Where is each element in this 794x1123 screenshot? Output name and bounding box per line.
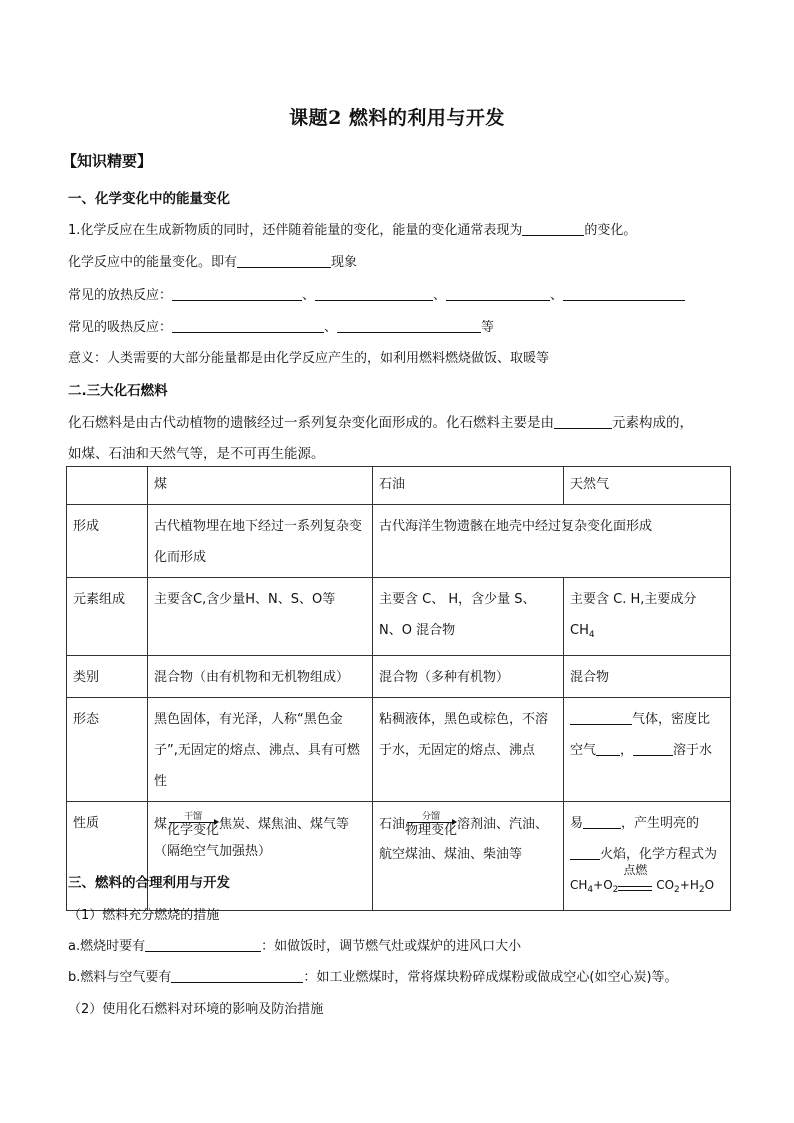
- right-arrow-icon: [407, 822, 455, 823]
- table-row-formation: [67, 505, 731, 578]
- row-label-elements: 元素组成: [67, 578, 148, 656]
- cell-gas-category: 混合物: [564, 656, 731, 698]
- blank-gas-burn: [583, 816, 621, 829]
- cell-oil-form: 粘稠液体，黑色或棕色，不溶于水，无固定的熔点、沸点: [373, 698, 564, 802]
- blank-element: [554, 416, 612, 429]
- knowledge-header: 【知识精要】: [62, 152, 153, 170]
- eq-sub: 2: [698, 885, 705, 895]
- item-b-text-post: ：如工业燃煤时，常将煤块粉碎成煤粉或做成空心(如空心炭)等。: [303, 970, 678, 985]
- cell-gas-form: [564, 698, 731, 802]
- coal-note: （隔绝空气加强热）: [154, 844, 272, 859]
- distillation-arrow: [167, 812, 219, 839]
- blank-gas-density: [596, 743, 620, 756]
- table-row-category: [67, 656, 731, 698]
- table-header-row: [67, 467, 731, 505]
- cell-gas-elements: [564, 578, 731, 656]
- header-cell-gas: 天然气: [564, 467, 731, 505]
- row-label-property: 性质: [67, 802, 148, 911]
- line1-text-a: 1.化学反应在生成新物质的同时，还伴随着能量的变化，能量的变化通常表现为: [68, 223, 523, 238]
- page-title: 课题2 燃料的利用与开发: [289, 107, 505, 129]
- cell-coal-property: [148, 802, 373, 911]
- eq-ch: CH: [570, 878, 588, 892]
- cell-coal-category: 混合物（由有机物和无机物组成）: [148, 656, 373, 698]
- gas-prop-text-a: 易: [570, 816, 584, 831]
- table-row-form: [67, 698, 731, 802]
- equals-sign-icon: [618, 886, 652, 891]
- arrow-top-label: 分馏: [422, 812, 441, 822]
- eq-sub: 2: [612, 885, 619, 895]
- cell-coal-formation: 古代植物埋在地下经过一系列复杂变化而形成: [148, 505, 373, 578]
- arrow-bottom-label: 物理变化: [405, 823, 458, 838]
- separator: 、: [433, 288, 447, 303]
- gas-form-text-b: 空气: [570, 743, 597, 758]
- section1-heading: 一、化学变化中的能量变化: [68, 191, 230, 207]
- fractionation-arrow: [405, 812, 457, 839]
- line2-text-a: 化学反应中的能量变化。即有: [68, 255, 238, 270]
- row-label-category: 类别: [67, 656, 148, 698]
- item-a-text-post: ：如做饭时，调节燃气灶或煤炉的进风口大小: [261, 939, 522, 954]
- section1-line2: [68, 251, 357, 270]
- cell-oil-property: [373, 802, 564, 911]
- blank-endo-1: [172, 320, 324, 333]
- gas-prop-text-c: 火焰，化学方程式为: [600, 847, 718, 862]
- row-label-form: 形态: [67, 698, 148, 802]
- eq-h: +H: [679, 878, 699, 892]
- blank-endo-2: [337, 320, 481, 333]
- separator: 、: [324, 320, 338, 335]
- significance-line: 意义：人类需要的大部分能量都是由化学反应产生的，如利用燃料燃烧做饭、取暖等: [68, 351, 550, 366]
- section2-heading: 二.三大化石燃料: [68, 383, 168, 399]
- endothermic-line: [68, 316, 494, 335]
- blank-gas-solubility: [633, 743, 673, 756]
- cell-coal-form: 黑色固体，有光泽，人称“黑色金子”,无固定的熔点、沸点、具有可燃性: [148, 698, 373, 802]
- oil-products-2: 航空煤油、煤油、柴油等: [379, 847, 523, 862]
- eq-o: +O: [593, 878, 613, 892]
- gas-prop-text-b: ，产生明亮的: [621, 816, 700, 831]
- cell-oil-elements: 主要含 C、 H，含少量 S、N、O 混合物: [373, 578, 564, 656]
- cell-oil-category: 混合物（多种有机物）: [373, 656, 564, 698]
- separator: 、: [550, 288, 564, 303]
- reaction-condition: [618, 863, 652, 891]
- arrow-bottom-label: 化学变化: [167, 823, 220, 838]
- blank-exo-4: [563, 288, 685, 301]
- gas-form-text-a: 气体，密度比: [632, 712, 711, 727]
- gas-elements-text: 主要含 C. H,主要成分: [570, 592, 697, 607]
- gas-formula-sub: 4: [588, 630, 595, 640]
- cell-coal-elements: 主要含C,含少量H、N、S、O等: [148, 578, 373, 656]
- coal-text: 煤: [154, 817, 168, 832]
- eq-co: CO: [656, 878, 675, 892]
- right-arrow-icon: [169, 822, 217, 823]
- eq-sub: 2: [674, 885, 680, 895]
- blank-exo-3: [446, 288, 550, 301]
- section3-item-b: [68, 966, 678, 985]
- blank-phenomenon: [237, 255, 331, 268]
- header-cell-oil: 石油: [373, 467, 564, 505]
- table-row-elements: [67, 578, 731, 656]
- fossil-fuel-table: [66, 466, 731, 911]
- gas-formula: CH: [570, 623, 589, 638]
- blank-contact-area: [171, 970, 303, 983]
- intro-text-b: 元素构成的，: [612, 415, 693, 431]
- endothermic-end: 等: [481, 320, 495, 335]
- oil-products: 溶剂油、汽油、: [457, 817, 549, 832]
- section3-item-a: [68, 935, 521, 954]
- intro-text-a: 化石燃料是由古代动植物的遗骸经过一系列复杂变化面形成的。化石燃料主要是由: [68, 415, 554, 431]
- blank-flame-color: [570, 847, 600, 860]
- gas-form-text-c: ，: [620, 743, 634, 758]
- cell-oil-gas-formation: 古代海洋生物遗骸在地壳中经过复杂变化面形成: [373, 505, 731, 578]
- blank-exo-1: [172, 288, 302, 301]
- gas-form-text-d: 溶于水: [673, 743, 713, 758]
- table-row-property: [67, 802, 731, 911]
- line1-text-b: 的变化。: [584, 223, 637, 238]
- section2-intro-1: [68, 411, 693, 431]
- arrow-top-label: 干馏: [184, 812, 203, 822]
- line2-text-b: 现象: [331, 255, 358, 270]
- header-cell-coal: 煤: [148, 467, 373, 505]
- condition-label: 点燃: [623, 863, 648, 877]
- section1-line1: [68, 219, 636, 238]
- eq-o-end: O: [704, 878, 715, 892]
- exothermic-line: [68, 284, 685, 303]
- exothermic-label: 常见的放热反应：: [68, 288, 173, 303]
- blank-exo-2: [315, 288, 433, 301]
- eq-sub: 4: [587, 885, 594, 895]
- oil-text: 石油: [379, 817, 406, 832]
- endothermic-label: 常见的吸热反应：: [68, 320, 173, 335]
- blank-gas-color: [570, 712, 632, 725]
- section3-sub1: （1）燃料充分燃烧的措施: [68, 908, 220, 923]
- section3-sub2: （2）使用化石燃料对环境的影响及防治措施: [68, 1002, 324, 1017]
- row-label-formation: 形成: [67, 505, 148, 578]
- cell-gas-property: [564, 802, 731, 911]
- combustion-equation: [570, 863, 715, 895]
- item-b-text-pre: b.燃料与空气要有: [68, 970, 172, 985]
- section2-intro-2: 如煤、石油和天然气等，是不可再生能源。: [68, 446, 325, 462]
- blank-sufficient-air: [145, 939, 261, 952]
- separator: 、: [302, 288, 316, 303]
- blank-energy-form: [522, 223, 584, 236]
- header-cell-empty: [67, 467, 148, 505]
- section3-heading: 三、燃料的合理利用与开发: [68, 875, 230, 891]
- coal-products: 焦炭、煤焦油、煤气等: [219, 817, 350, 832]
- item-a-text-pre: a.燃烧时要有: [68, 939, 146, 954]
